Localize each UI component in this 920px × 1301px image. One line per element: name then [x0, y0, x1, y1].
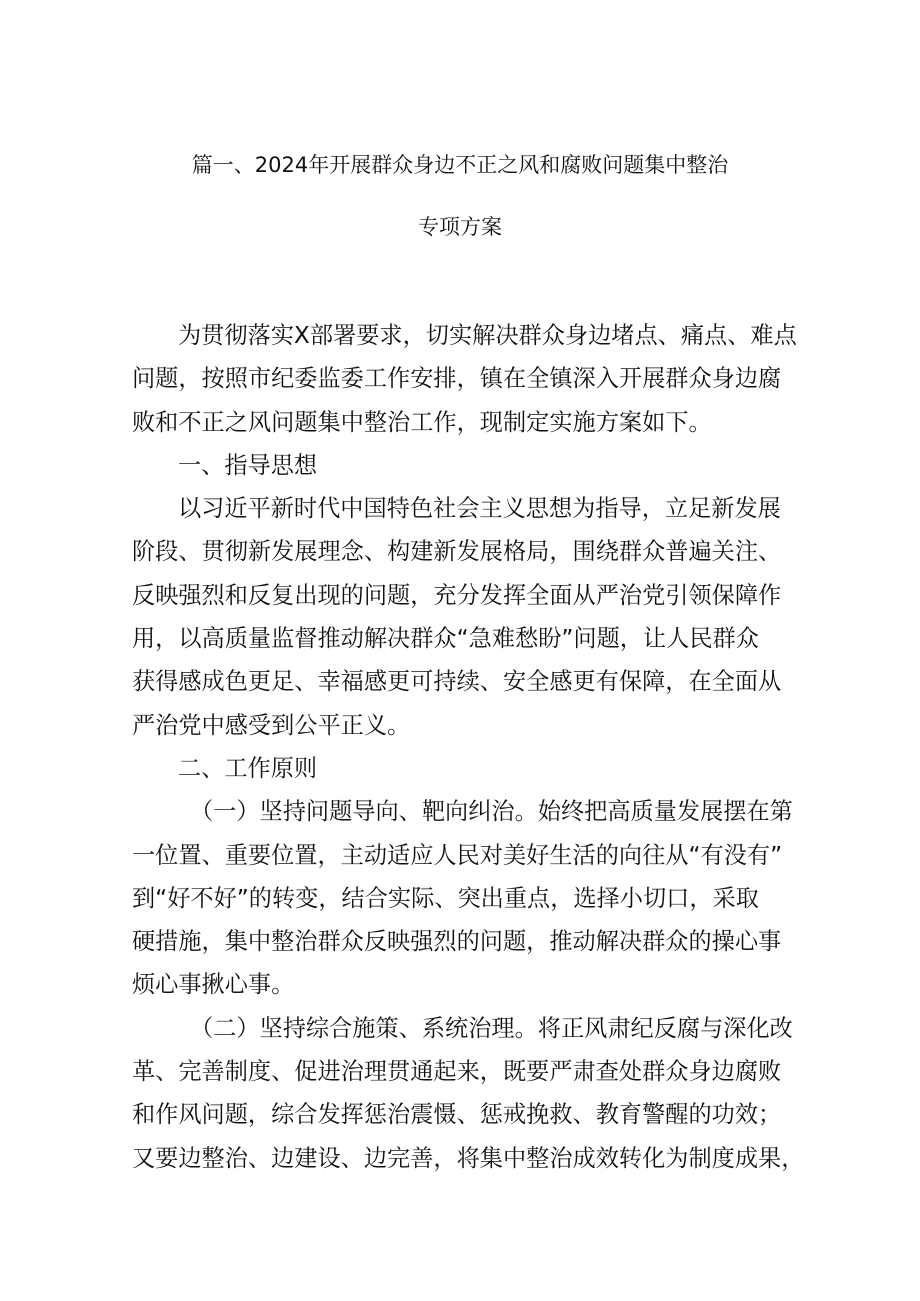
document-title-line-2: 专项方案	[418, 215, 502, 239]
paragraph-line: 和作风问题，综合发挥惩治震慑、惩戒挽救、教育警醒的功效；	[132, 1101, 782, 1129]
paragraph-line: 获得感成色更足、幸福感更可持续、安全感更有保障，在全面从	[132, 668, 782, 696]
paragraph-line: 一位置、重要位置，主动适应人民对美好生活的向往从“有没有”	[132, 841, 783, 869]
paragraph-line: （二）坚持综合施策、系统治理。将正风肃纪反腐与深化改	[190, 1014, 793, 1042]
paragraph-line: 为贯彻落实X部署要求，切实解决群众身边堵点、痛点、难点	[178, 322, 797, 349]
paragraph-line: 硬措施，集中整治群众反映强烈的问题，推动解决群众的操心事	[132, 928, 782, 956]
document-body	[132, 314, 805, 1180]
paragraph-line: 以习近平新时代中国特色社会主义思想为指导，立足新发展	[178, 495, 781, 523]
paragraph-line: （一）坚持问题导向、靶向纠治。始终把高质量发展摆在第	[190, 798, 793, 826]
paragraph-line: 到“好不好”的转变，结合实际、突出重点，选择小切口，采取	[132, 884, 759, 912]
paragraph-line: 又要边整治、边建设、边完善，将集中整治成效转化为制度成果，	[132, 1144, 805, 1172]
paragraph-line: 烦心事揪心事。	[132, 971, 295, 999]
paragraph-line: 革、完善制度、促进治理贯通起来，既要严肃查处群众身边腐败	[132, 1058, 782, 1086]
section-heading: 一、指导思想	[178, 451, 318, 479]
paragraph-line: 败和不正之风问题集中整治工作，现制定实施方案如下。	[132, 408, 712, 436]
document-title-line-1: 篇一、2024年开展群众身边不正之风和腐败问题集中整治	[191, 153, 729, 177]
paragraph-line: 问题，按照市纪委监委工作安排，镇在全镇深入开展群众身边腐	[132, 365, 782, 393]
paragraph-line: 用，以高质量监督推动解决群众“急难愁盼”问题，让人民群众	[132, 625, 759, 653]
paragraph-line: 严治党中感受到公平正义。	[132, 711, 411, 739]
paragraph-line: 阶段、贯彻新发展理念、构建新发展格局，围绕群众普遍关注、	[132, 538, 782, 566]
section-heading: 二、工作原则	[178, 754, 318, 782]
paragraph-line: 反映强烈和反复出现的问题，充分发挥全面从严治党引领保障作	[132, 581, 782, 609]
